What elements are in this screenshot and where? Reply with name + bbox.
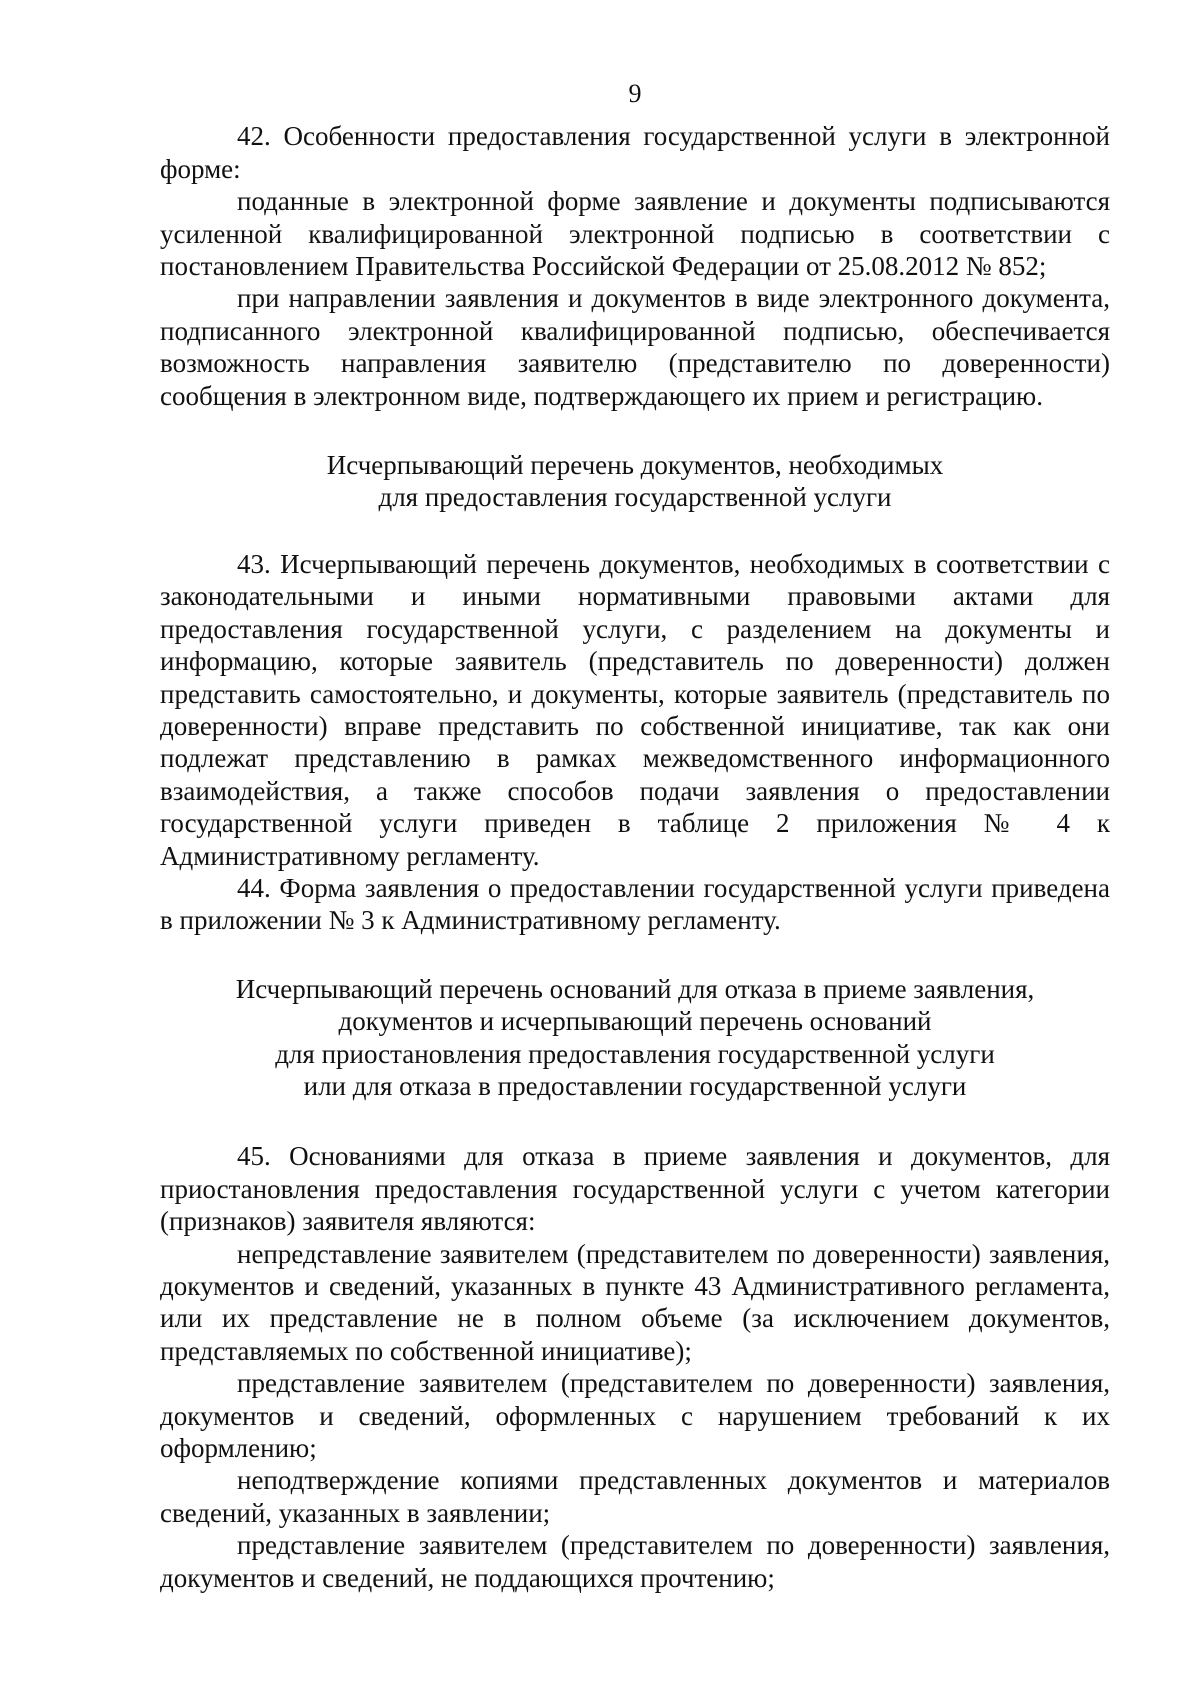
- heading-line: Исчерпывающий перечень документов, необходимых: [326, 450, 944, 481]
- paragraph: поданные в электронной форме заявление и документы подписываются усиленной квалифицированной электронной подписью в соответствии с постановлением Правительства Российской Федерации от 25.08.2012 № 852;: [160, 186, 1110, 282]
- paragraph: представление заявителем (представителем по доверенности) заявления, документов и сведений, не поддающихся прочтению;: [160, 1530, 1110, 1593]
- paragraph: 43. Исчерпывающий перечень документов, необходимых в соответствии с законодательными и иными нормативными правовыми актами для предоставления государственной услуги, с разделением на документы и информацию, которые заявитель (представитель по доверенности) должен представить самостоятельно, и документы, которые заявитель (представитель по доверенности) вправе представить по собственной инициативе, так как они подлежат представлению в рамках межведомственного информационного взаимодействия, а также способов подачи заявления о предоставлении государственной услуги приведен в таблице 2 приложения № 4 к Административному регламенту.: [160, 548, 1110, 871]
- paragraph: непредставление заявителем (представителем по доверенности) заявления, документов и сведений, указанных в пункте 43 Административного регламента, или их представление не в полном объеме (за исключением документов, представляемых по собственной инициативе);: [160, 1238, 1110, 1366]
- paragraph: 44. Форма заявления о предоставлении государственной услуги приведена в приложении № 3 к Административному регламенту.: [160, 872, 1110, 936]
- paragraph: представление заявителем (представителем по доверенности) заявления, документов и сведений, оформленных с нарушением требований к их оформлению;: [160, 1368, 1110, 1464]
- section-45: [160, 1140, 1110, 1594]
- heading-line: для предоставления государственной услуги: [378, 482, 892, 513]
- section-42: [160, 120, 1110, 412]
- document-page: [160, 78, 1110, 1594]
- section-heading-documents: [160, 449, 1110, 514]
- section-heading-refusal-grounds: [160, 973, 1110, 1103]
- paragraph: 45. Основаниями для отказа в приеме заявления и документов, для приостановления предоставления государственной услуги с учетом категории (признаков) заявителя являются:: [160, 1141, 1110, 1237]
- heading-line: документов и исчерпывающий перечень оснований: [338, 1006, 932, 1037]
- heading-line: для приостановления предоставления государственной услуги: [275, 1038, 995, 1069]
- paragraph: неподтверждение копиями представленных документов и материалов сведений, указанных в заявлении;: [160, 1465, 1110, 1528]
- paragraph: при направлении заявления и документов в виде электронного документа, подписанного электронной квалифицированной подписью, обеспечивается возможность направления заявителю (представителю по доверенности) сообщения в электронном виде, подтверждающего их прием и регистрацию.: [160, 283, 1110, 411]
- heading-line: Исчерпывающий перечень оснований для отказа в приеме заявления,: [235, 973, 1035, 1004]
- page-number: 9: [628, 79, 642, 108]
- paragraph: 42. Особенности предоставления государственной услуги в электронной форме:: [160, 121, 1110, 184]
- section-43-44: [160, 548, 1110, 937]
- heading-line: или для отказа в предоставлении государственной услуги: [303, 1070, 967, 1101]
